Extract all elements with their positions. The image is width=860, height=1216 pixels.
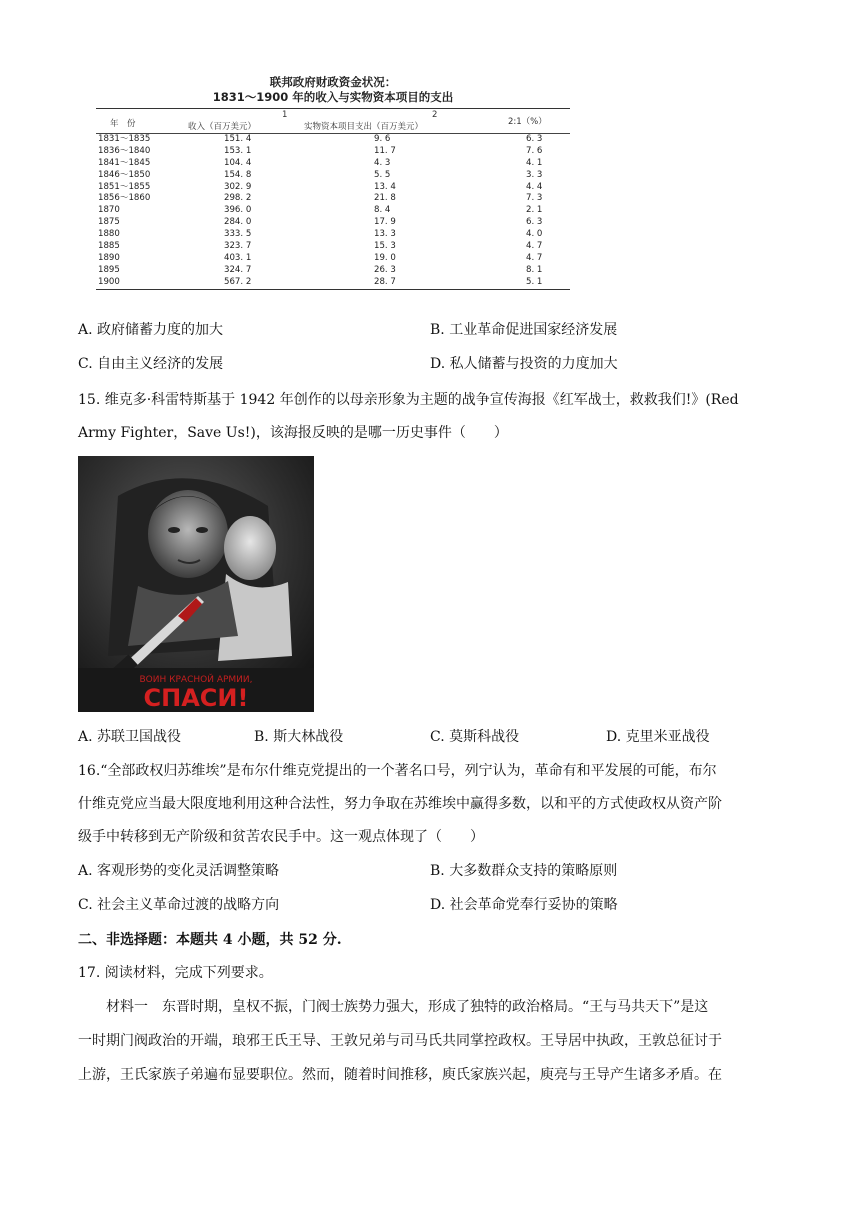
cell-income: 403. 1 [224, 252, 252, 263]
cell-ratio: 4. 0 [526, 229, 543, 240]
cell-income: 284. 0 [224, 217, 252, 228]
q14-option-c[interactable]: C. 自由主义经济的发展 [78, 356, 224, 372]
cell-capital: 13. 4 [374, 181, 396, 192]
cell-year: 1856～1860 [98, 193, 151, 204]
cell-capital: 28. 7 [374, 276, 396, 287]
table-body [96, 134, 570, 289]
table-row [96, 229, 570, 241]
cell-capital: 17. 9 [374, 217, 396, 228]
section-two-heading: 二、非选择题：本题共 4 小题，共 52 分. [78, 932, 342, 948]
table-row [96, 134, 570, 146]
cell-income: 333. 5 [224, 229, 252, 240]
table-row [96, 241, 570, 253]
cell-year: 1870 [98, 205, 120, 216]
cell-ratio: 4. 7 [526, 252, 543, 263]
cell-capital: 21. 8 [374, 193, 396, 204]
q15-line1: 15. 维克多·科雷特斯基于 1942 年创作的以母亲形象为主题的战争宣传海报《红军战士，救救我们!》(Red [78, 392, 739, 408]
col-number-1: 1 [282, 110, 288, 120]
q17-material-line2: 一时期门阀政治的开端，琅邪王氏王导、王敦兄弟与司马氏共同掌控政权。王导居中执政，王敦总征讨于 [78, 1033, 722, 1049]
table-row [96, 146, 570, 158]
cell-year: 1841～1845 [98, 157, 151, 168]
cell-capital: 13. 3 [374, 229, 396, 240]
cell-ratio: 6. 3 [526, 217, 543, 228]
header-income: 收入（百万美元） [188, 122, 257, 132]
cell-ratio: 4. 7 [526, 241, 543, 252]
cell-income: 324. 7 [224, 264, 252, 275]
cell-ratio: 5. 1 [526, 276, 543, 287]
war-poster-image [78, 456, 314, 712]
cell-income: 396. 0 [224, 205, 252, 216]
cell-capital: 15. 3 [374, 241, 396, 252]
header-capital: 实物资本项目支出（百万美元） [304, 122, 424, 132]
q15-line2: Army Fighter，Save Us!)，该海报反映的是哪一历史事件（ ） [78, 425, 508, 441]
cell-income: 153. 1 [224, 145, 252, 156]
cell-ratio: 8. 1 [526, 264, 543, 275]
q16-line1: 16.“全部政权归苏维埃”是布尔什维克党提出的一个著名口号，列宁认为，革命有和平发展的可能，布尔 [78, 763, 717, 779]
cell-income: 151. 4 [224, 134, 252, 144]
cell-capital: 11. 7 [374, 145, 396, 156]
cell-capital: 8. 4 [374, 205, 391, 216]
table-row [96, 182, 570, 194]
table-row [96, 205, 570, 217]
cell-capital: 5. 5 [374, 169, 391, 180]
cell-capital: 4. 3 [374, 157, 391, 168]
cell-year: 1831～1835 [98, 134, 151, 144]
cell-ratio: 4. 4 [526, 181, 543, 192]
cell-income: 298. 2 [224, 193, 252, 204]
header-year: 年 份 [110, 119, 136, 129]
table-header [96, 109, 570, 134]
poster-slogan-big: СПАСИ! [143, 684, 249, 712]
cell-year: 1885 [98, 241, 120, 252]
cell-capital: 9. 6 [374, 134, 391, 144]
q15-option-a[interactable]: A. 苏联卫国战役 [78, 729, 182, 745]
col-number-2: 2 [432, 110, 438, 120]
header-ratio: 2:1（%） [508, 117, 547, 127]
table-row [96, 158, 570, 170]
table-title-line1: 联邦政府财政资金状况： [269, 75, 397, 89]
q16-line2: 什维克党应当最大限度地利用这种合法性，努力争取在苏维埃中赢得多数，以和平的方式使政权从资产阶 [78, 796, 722, 812]
cell-year: 1895 [98, 264, 120, 275]
cell-income: 154. 8 [224, 169, 252, 180]
table-row [96, 193, 570, 205]
q17-material-line3: 上游，王氏家族子弟遍布显要职位。然而，随着时间推移，庾氏家族兴起，庾亮与王导产生诸多矛盾。在 [78, 1067, 722, 1083]
table-row [96, 170, 570, 182]
q16-option-a[interactable]: A. 客观形势的变化灵活调整策略 [78, 863, 280, 879]
table-row [96, 217, 570, 229]
cell-ratio: 7. 6 [526, 145, 543, 156]
q16-line3: 级手中转移到无产阶级和贫苦农民手中。这一观点体现了（ ） [78, 829, 484, 845]
cell-ratio: 2. 1 [526, 205, 543, 216]
q15-option-c[interactable]: C. 莫斯科战役 [430, 729, 520, 745]
finance-table [96, 108, 570, 290]
q17-material-line1: 材料一 东晋时期，皇权不振，门阀士族势力强大，形成了独特的政治格局。“王与马共天下”是这 [106, 999, 709, 1015]
table-row [96, 277, 570, 289]
cell-year: 1851～1855 [98, 181, 151, 192]
cell-year: 1890 [98, 252, 120, 263]
cell-year: 1846～1850 [98, 169, 151, 180]
cell-ratio: 6. 3 [526, 134, 543, 144]
table-title-line2: 1831～1900 年的收入与实物资本项目的支出 [212, 90, 454, 104]
cell-year: 1900 [98, 276, 120, 287]
q16-option-d[interactable]: D. 社会革命党奉行妥协的策略 [430, 897, 618, 913]
finance-table-figure [96, 75, 570, 290]
q14-option-a[interactable]: A. 政府储蓄力度的加大 [78, 322, 224, 338]
q16-option-b[interactable]: B. 大多数群众支持的策略原则 [430, 863, 618, 879]
cell-income: 567. 2 [224, 276, 252, 287]
q14-option-d[interactable]: D. 私人储蓄与投资的力度加大 [430, 356, 618, 372]
cell-year: 1880 [98, 229, 120, 240]
table-row [96, 265, 570, 277]
q16-option-c[interactable]: C. 社会主义革命过渡的战略方向 [78, 897, 280, 913]
cell-capital: 26. 3 [374, 264, 396, 275]
cell-ratio: 7. 3 [526, 193, 543, 204]
q14-option-b[interactable]: B. 工业革命促进国家经济发展 [430, 322, 618, 338]
q15-option-d[interactable]: D. 克里米亚战役 [606, 729, 710, 745]
cell-capital: 19. 0 [374, 252, 396, 263]
cell-income: 323. 7 [224, 241, 252, 252]
q15-option-b[interactable]: B. 斯大林战役 [254, 729, 344, 745]
cell-ratio: 3. 3 [526, 169, 543, 180]
cell-ratio: 4. 1 [526, 157, 543, 168]
cell-income: 302. 9 [224, 181, 252, 192]
table-row [96, 253, 570, 265]
cell-income: 104. 4 [224, 157, 252, 168]
q17-intro: 17. 阅读材料，完成下列要求。 [78, 965, 273, 981]
cell-year: 1836～1840 [98, 145, 151, 156]
poster-slogan-small: ВОИН КРАСНОЙ АРМИИ, [139, 675, 253, 685]
cell-year: 1875 [98, 217, 120, 228]
